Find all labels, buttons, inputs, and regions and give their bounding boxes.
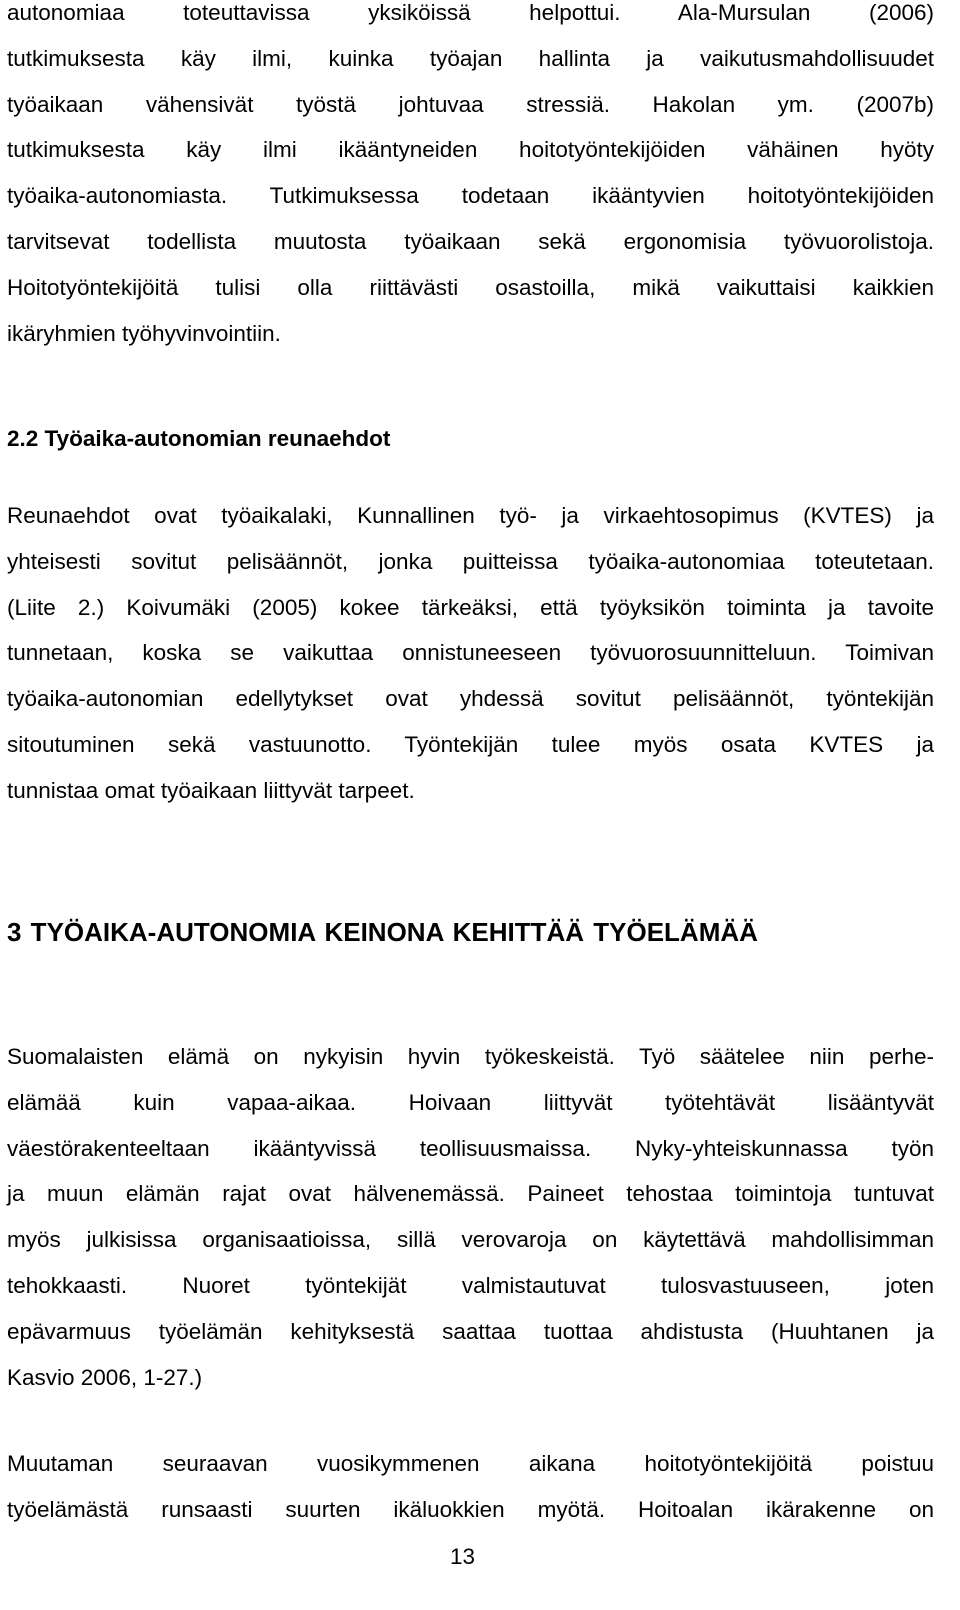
text-line: Reunaehdot ovat työaikalaki, Kunnallinen työ- ja virkaehtosopimus (KVTES) ja: [7, 503, 934, 528]
text-line: epävarmuus työelämän kehityksestä saattaa tuottaa ahdistusta (Huuhtanen ja: [7, 1318, 934, 1344]
text-line: Suomalaisten elämä on nykyisin hyvin työkeskeistä. Työ säätelee niin perhe-: [7, 1044, 934, 1069]
text-line: tehokkaasti. Nuoret työntekijät valmistautuvat tulosvastuuseen, joten: [7, 1272, 934, 1298]
text-line: tunnistaa omat työaikaan liittyvät tarpeet.: [7, 777, 415, 803]
text-line: tutkimuksesta käy ilmi, kuinka työajan hallinta ja vaikutusmahdollisuudet: [7, 45, 934, 71]
paragraph-age-structure: [7, 1441, 934, 1533]
paragraph-work-time-autonomy-studies: [7, 0, 934, 356]
text-line: Hoitotyöntekijöitä tulisi olla riittävästi osastoilla, mikä vaikuttaisi kaikkien: [7, 274, 934, 300]
text-line: (Liite 2.) Koivumäki (2005) kokee tärkeäksi, että työyksikön toiminta ja tavoite: [7, 594, 934, 620]
text-line: tutkimuksesta käy ilmi ikääntyneiden hoitotyöntekijöiden vähäinen hyöty: [7, 137, 934, 163]
page-number: 13: [450, 1544, 476, 1569]
text-line: tunnetaan, koska se vaikuttaa onnistuneeseen työvuorosuunnitteluun. Toimivan: [7, 640, 934, 666]
text-line: työaika-autonomian edellytykset ovat yhdessä sovitut pelisäännöt, työntekijän: [7, 686, 934, 712]
chapter-heading-3: 3 TYÖAIKA-AUTONOMIA KEINONA KEHITTÄÄ TYÖELÄMÄÄ: [7, 917, 758, 947]
text-line: myös julkisissa organisaatioissa, sillä verovaroja on käytettävä mahdollisimman: [7, 1227, 934, 1253]
text-line: ikäryhmien työhyvinvointiin.: [7, 320, 281, 346]
text-line: tarvitsevat todellista muutosta työaikaan sekä ergonomisia työvuorolistoja.: [7, 228, 934, 254]
text-line: väestörakenteeltaan ikääntyvissä teollisuusmaissa. Nyky-yhteiskunnassa työn: [7, 1135, 934, 1161]
text-line: Muutaman seuraavan vuosikymmenen aikana hoitotyöntekijöitä poistuu: [7, 1451, 934, 1476]
text-line: elämää kuin vapaa-aikaa. Hoivaan liittyvät työtehtävät lisääntyvät: [7, 1089, 934, 1115]
text-line: Kasvio 2006, 1-27.): [7, 1364, 203, 1390]
text-line: työaikaan vähensivät työstä johtuvaa stressiä. Hakolan ym. (2007b): [7, 91, 934, 117]
text-line: yhteisesti sovitut pelisäännöt, jonka puitteissa työaika-autonomiaa toteutetaan.: [7, 548, 934, 574]
text-line: työelämästä runsaasti suurten ikäluokkien myötä. Hoitoalan ikärakenne on: [7, 1496, 934, 1522]
text-line: sitoutuminen sekä vastuunotto. Työntekijän tulee myös osata KVTES ja: [7, 731, 934, 757]
paragraph-preconditions: [7, 493, 934, 814]
paragraph-working-life: [7, 1034, 934, 1400]
text-line: työaika-autonomiasta. Tutkimuksessa todetaan ikääntyvien hoitotyöntekijöiden: [7, 183, 934, 209]
text-line: autonomiaa toteuttavissa yksiköissä helpottui. Ala-Mursulan (2006): [7, 0, 934, 25]
text-line: ja muun elämän rajat ovat hälvenemässä. Paineet tehostaa toimintoja tuntuvat: [7, 1181, 934, 1207]
section-heading-2-2: 2.2 Työaika-autonomian reunaehdot: [7, 426, 391, 451]
